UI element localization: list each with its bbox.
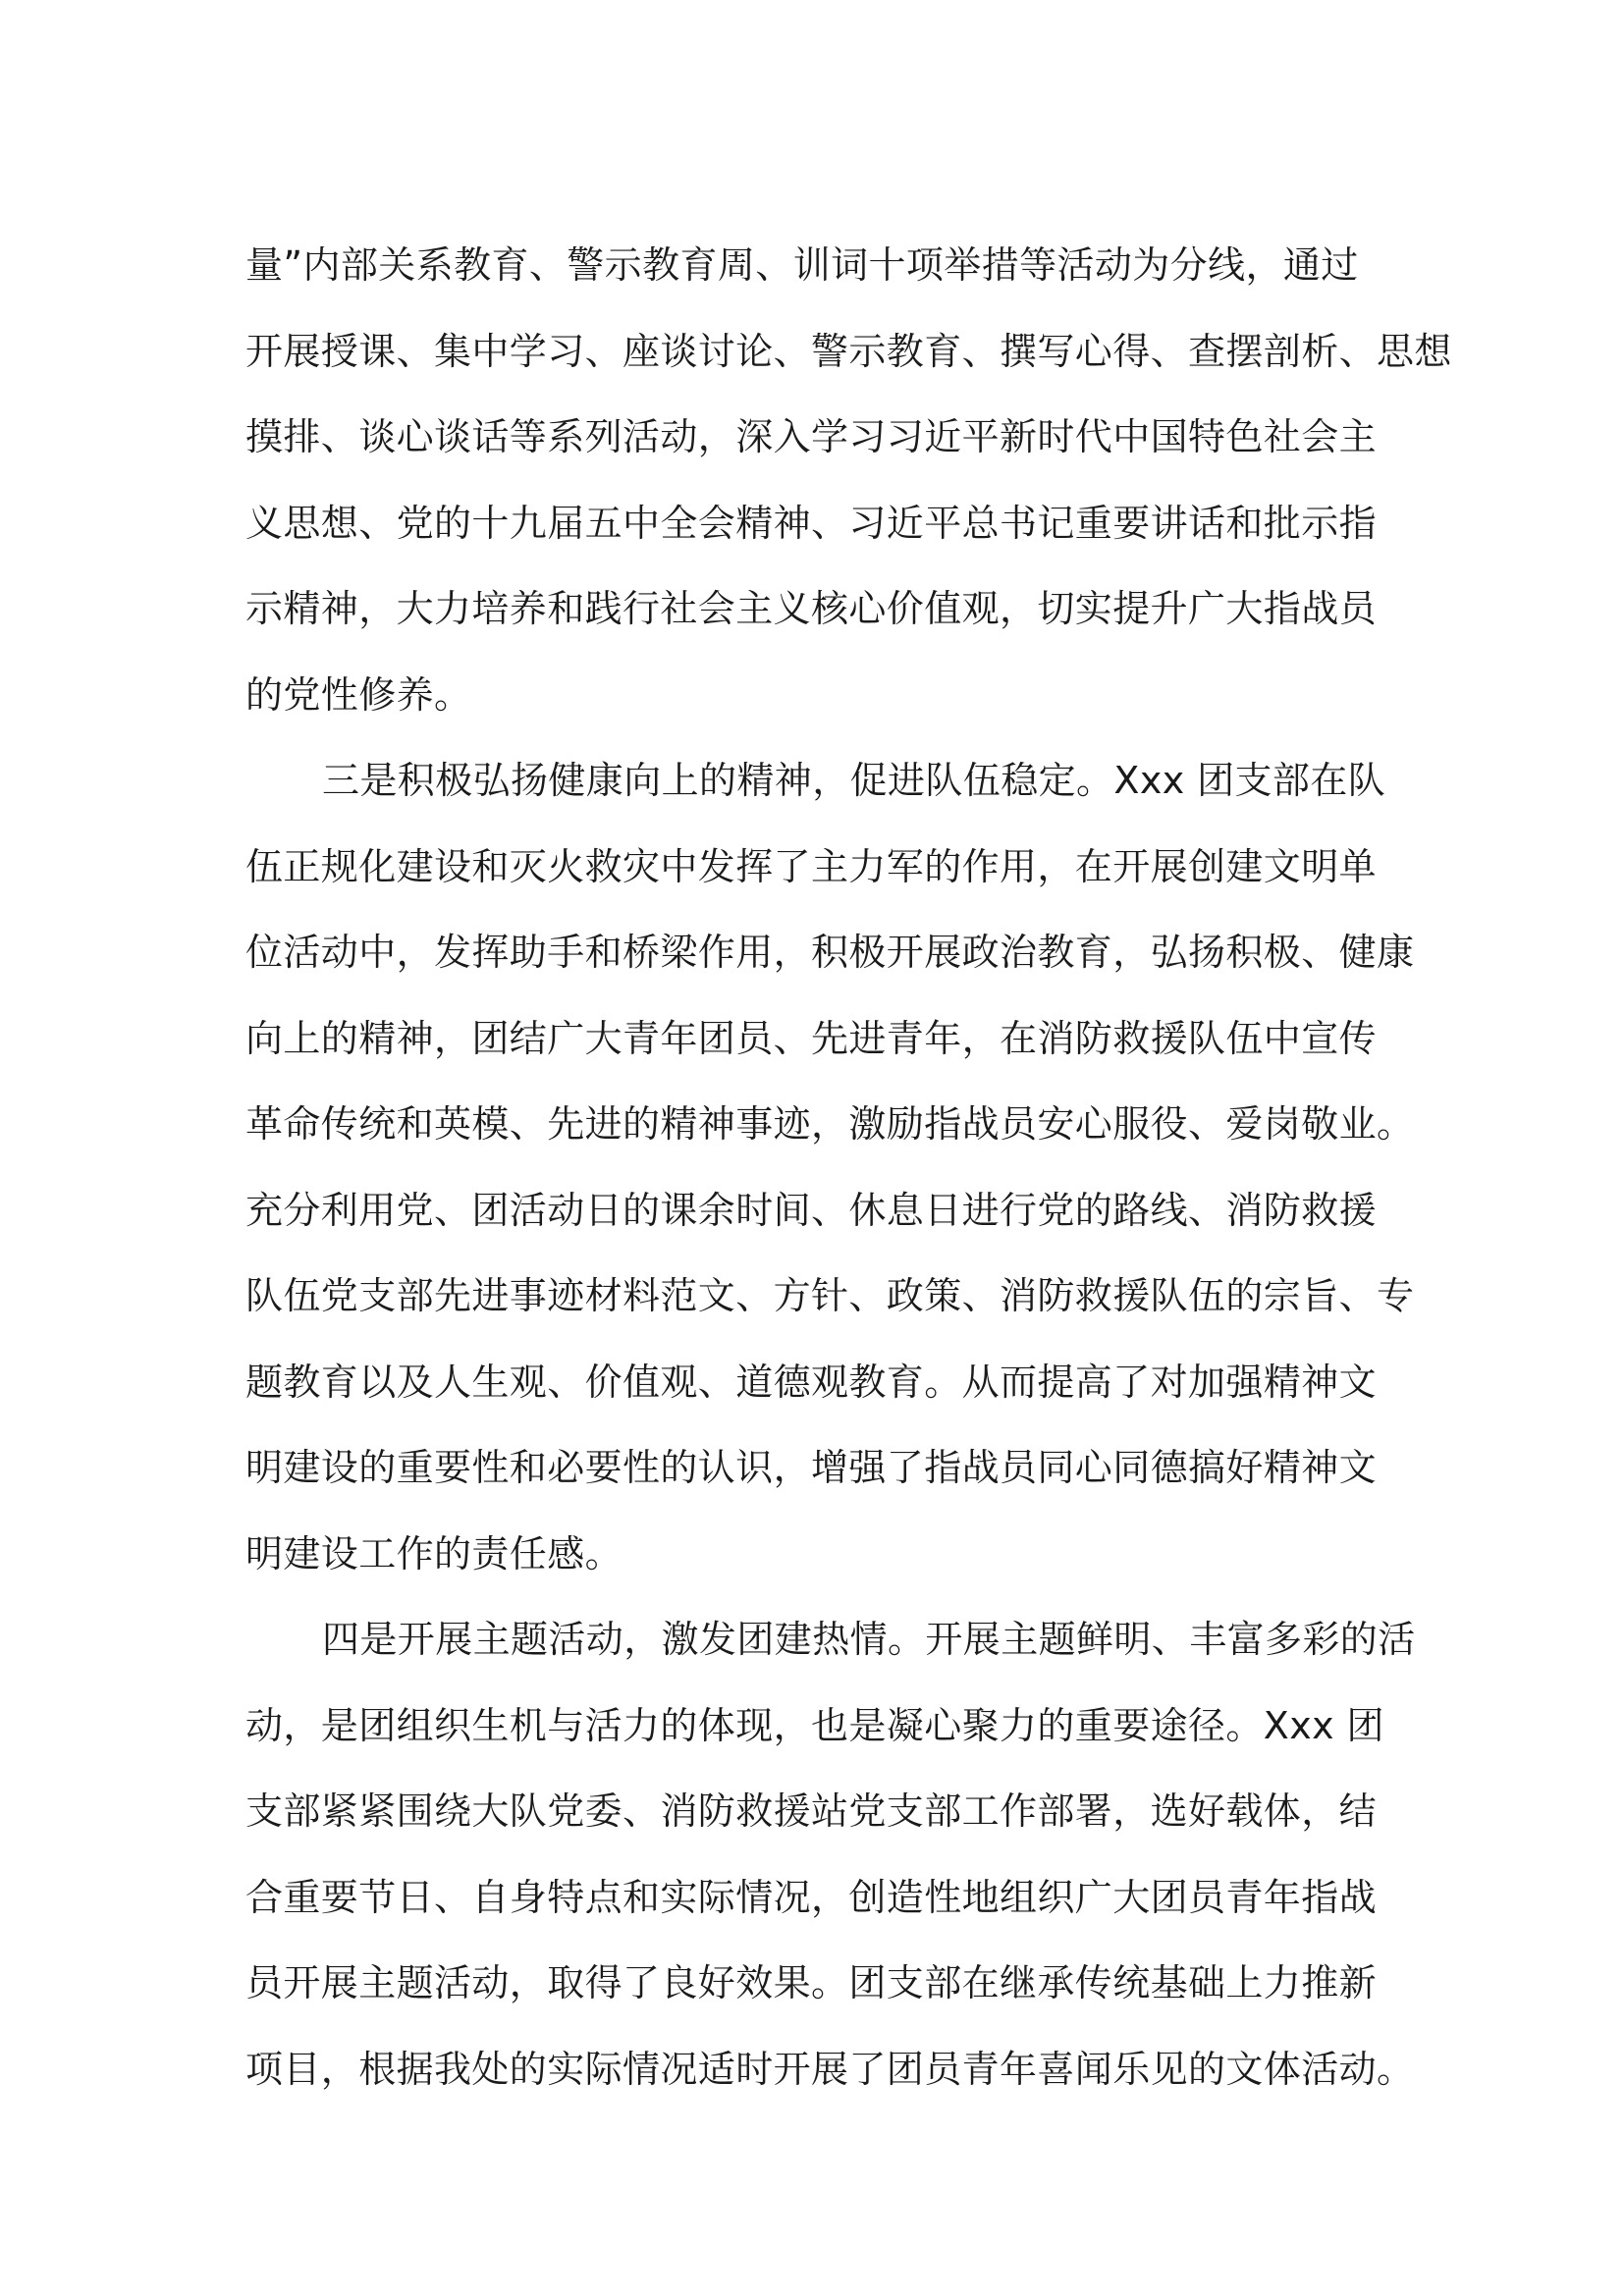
paragraph-2-line-4: 向上的精神，团结广大青年团员、先进青年，在消防救援队伍中宣传 xyxy=(245,1016,1378,1060)
paragraph-1-line-3: 摸排、谈心谈话等系列活动，深入学习习近平新时代中国特色社会主 xyxy=(245,415,1378,458)
paragraph-2-line-1: 三是积极弘扬健康向上的精神，促进队伍稳定。Xxx 团支部在队 xyxy=(322,759,1386,802)
paragraph-1-line-5: 示精神，大力培养和践行社会主义核心价值观，切实提升广大指战员 xyxy=(245,587,1378,630)
paragraph-1-line-1: 量”内部关系教育、警示教育周、训词十项举措等活动为分线，通过 xyxy=(245,243,1359,287)
paragraph-2-line-7: 队伍党支部先进事迹材料范文、方针、政策、消防救援队伍的宗旨、专 xyxy=(245,1274,1415,1317)
paragraph-2-line-6: 充分利用党、团活动日的课余时间、休息日进行党的路线、消防救援 xyxy=(245,1188,1378,1232)
paragraph-3-line-5: 员开展主题活动，取得了良好效果。团支部在继承传统基础上力推新 xyxy=(245,1961,1378,2004)
paragraph-1-line-4: 义思想、党的十九届五中全会精神、习近平总书记重要讲话和批示指 xyxy=(245,501,1378,545)
paragraph-2-line-8: 题教育以及人生观、价值观、道德观教育。从而提高了对加强精神文 xyxy=(245,1360,1378,1404)
paragraph-3-line-4: 合重要节日、自身特点和实际情况，创造性地组织广大团员青年指战 xyxy=(245,1875,1378,1919)
paragraph-3-line-2: 动，是团组织生机与活力的体现，也是凝心聚力的重要途径。Xxx 团 xyxy=(245,1703,1384,1747)
paragraph-3-line-6: 项目，根据我处的实际情况适时开展了团员青年喜闻乐见的文体活动。 xyxy=(245,2047,1415,2091)
paragraph-3-line-1: 四是开展主题活动，激发团建热情。开展主题鲜明、丰富多彩的活 xyxy=(322,1618,1416,1661)
paragraph-3-line-3: 支部紧紧围绕大队党委、消防救援站党支部工作部署，选好载体，结 xyxy=(245,1789,1378,1833)
paragraph-2-line-9: 明建设的重要性和必要性的认识，增强了指战员同心同德搞好精神文 xyxy=(245,1446,1378,1489)
paragraph-2-line-5: 革命传统和英模、先进的精神事迹，激励指战员安心服役、爱岗敬业。 xyxy=(245,1102,1415,1146)
paragraph-1-line-2: 开展授课、集中学习、座谈讨论、警示教育、撰写心得、查摆剖析、思想 xyxy=(245,329,1452,373)
paragraph-1-line-6: 的党性修养。 xyxy=(245,672,472,717)
paragraph-2-line-10: 明建设工作的责任感。 xyxy=(245,1531,623,1575)
paragraph-2-line-3: 位活动中，发挥助手和桥梁作用，积极开展政治教育，弘扬积极、健康 xyxy=(245,931,1415,974)
paragraph-2-line-2: 伍正规化建设和灭火救灾中发挥了主力军的作用，在开展创建文明单 xyxy=(245,844,1378,888)
document-body xyxy=(245,223,1452,2112)
